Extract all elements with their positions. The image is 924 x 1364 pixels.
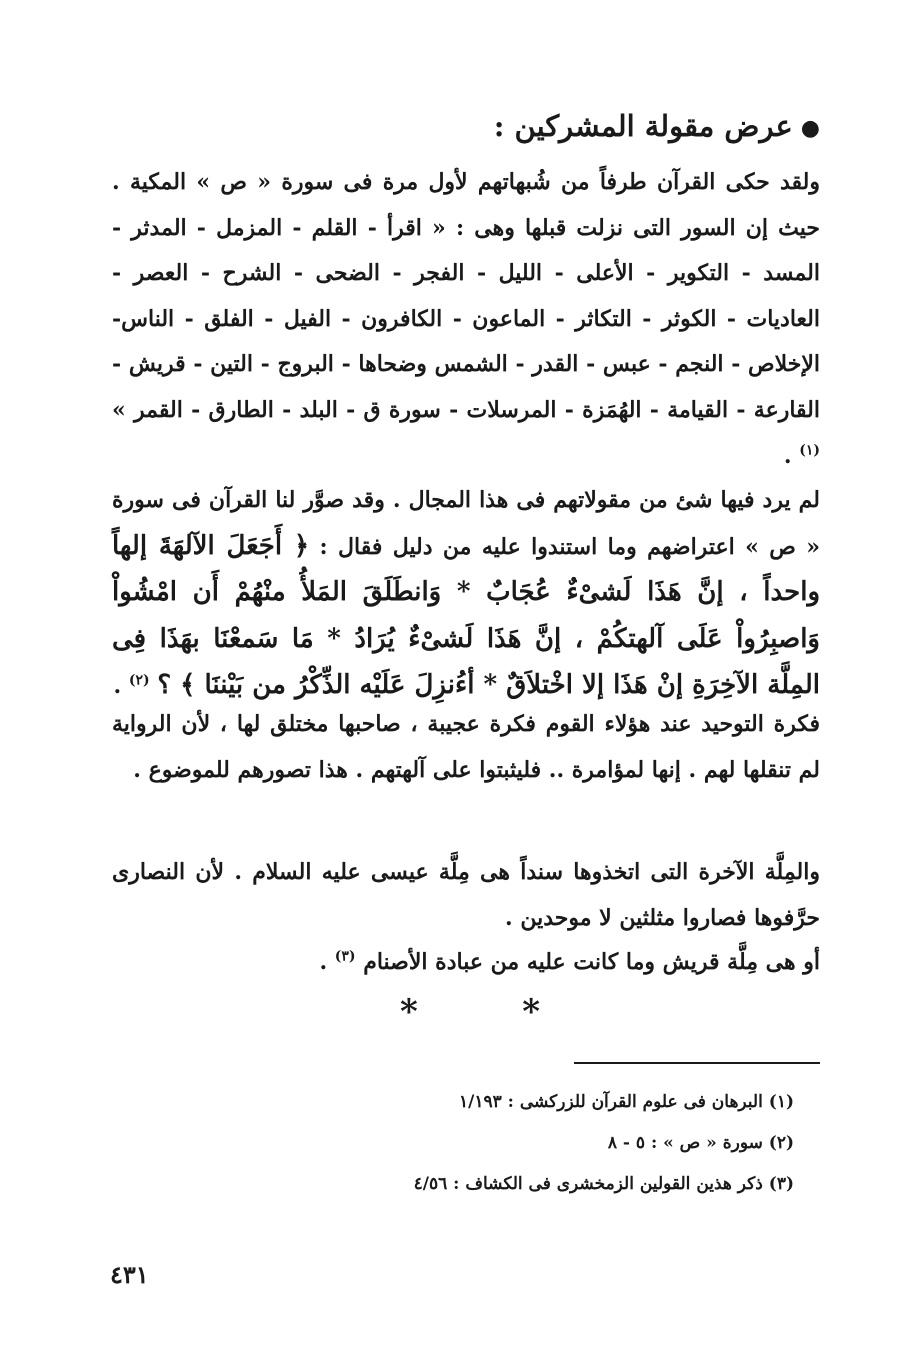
quran-quote: ﴿ أَجَعَلَ الآلهَةَ إلهاً واحداً ، إنَّ هَذَا لَشىْءٌ عُجَابٌ * وَانطَلَقَ المَلأُ منْهُمْ أَن امْشُواْ وَاصبِرُواْ عَلَى آلهتكُمْ ، إنَّ هَذَا لَشىْءٌ يُرَادُ * مَا سَمعْنَا بهَذَا فِى المِلَّة الآخِرَةِ إنْ هَذَا إلا اخْتلاَقٌ * أءُنزِلَ عَلَيْه الذِّكْرُ من بَيْننَا ﴾ ؟	[112, 530, 820, 701]
paragraph-1-end: .	[783, 442, 800, 469]
separator-star-icon: *	[400, 992, 418, 1032]
paragraph-4	[112, 850, 846, 941]
footnote-divider	[574, 1062, 820, 1064]
page-number: ٤٣١	[110, 1260, 149, 1289]
section-heading-text: عرض مقولة المشركين :	[493, 109, 793, 143]
paragraph-3	[112, 702, 846, 793]
footnote-3: (٣) ذكر هذين القولين الزمخشرى فى الكشاف : ٤/٥٦	[413, 1174, 794, 1194]
footnote-ref-1[interactable]: (١)	[799, 442, 820, 459]
separator-star-icon: *	[522, 992, 540, 1032]
paragraph-5-end: .	[319, 949, 335, 975]
footnote-2: (٢) سورة « ص » : ٥ - ٨	[607, 1133, 794, 1153]
section-separator	[400, 992, 540, 1032]
paragraph-4-text: والمِلَّة الآخرة التى اتخذوها سنداً هى مِلَّة عيسى عليه السلام . لأن النصارى حرَّفوها فصاروا مثلثين لا موحدين .	[112, 859, 820, 931]
paragraph-2-intro: لم يرد فيها شئ من مقولاتهم فى هذا المجال . وقد صوَّر لنا القرآن فى سورة « ص » اعتراضهم وما استندوا عليه من دليل فقال :	[112, 487, 820, 560]
paragraph-2	[112, 478, 846, 710]
paragraph-1-text: ولقد حكى القرآن طرفاً من شُبهاتهم لأول مرة فى سورة « ص » المكية . حيث إن السور التى نزلت قبلها وهى : « اقرأ - القلم - المزمل - المدثر - المسد - التكوير - الأعلى - الليل - الفجر - الضحى - الشرح - العصر - العاديات - الكوثر - التكاثر - الماعون - الكافرون - الفيل - الفلق - الناس- الإخلاص - النجم - عبس - القدر - الشمس وضحاها - البروج - التين - قريش - القارعة - القيامة - الهُمَزة - المرسلات - سورة ق - البلد - الطارق - القمر »	[112, 169, 820, 423]
paragraph-1	[112, 160, 846, 479]
section-heading	[112, 104, 820, 150]
footnotes	[380, 1082, 794, 1205]
paragraph-5	[112, 940, 846, 986]
paragraph-3-text: فكرة التوحيد عند هؤلاء القوم فكرة عجيبة ، صاحبها مختلق لها ، لأن الرواية لم تنقلها لهم . إنها لمؤامرة .. فليثبتوا على آلهتهم . هذا تصورهم للموضوع .	[112, 711, 820, 783]
footnote-ref-2[interactable]: (٢)	[128, 673, 150, 690]
paragraph-5-text: أو هى مِلَّة قريش وما كانت عليه من عبادة الأصنام	[363, 949, 820, 975]
paragraph-2-end: .	[113, 673, 129, 700]
footnote-ref-3[interactable]: (٣)	[334, 948, 356, 965]
bullet-icon: ●	[800, 115, 820, 141]
footnote-1: (١) البرهان فى علوم القرآن للزركشى : ١/١٩٣	[458, 1092, 794, 1112]
